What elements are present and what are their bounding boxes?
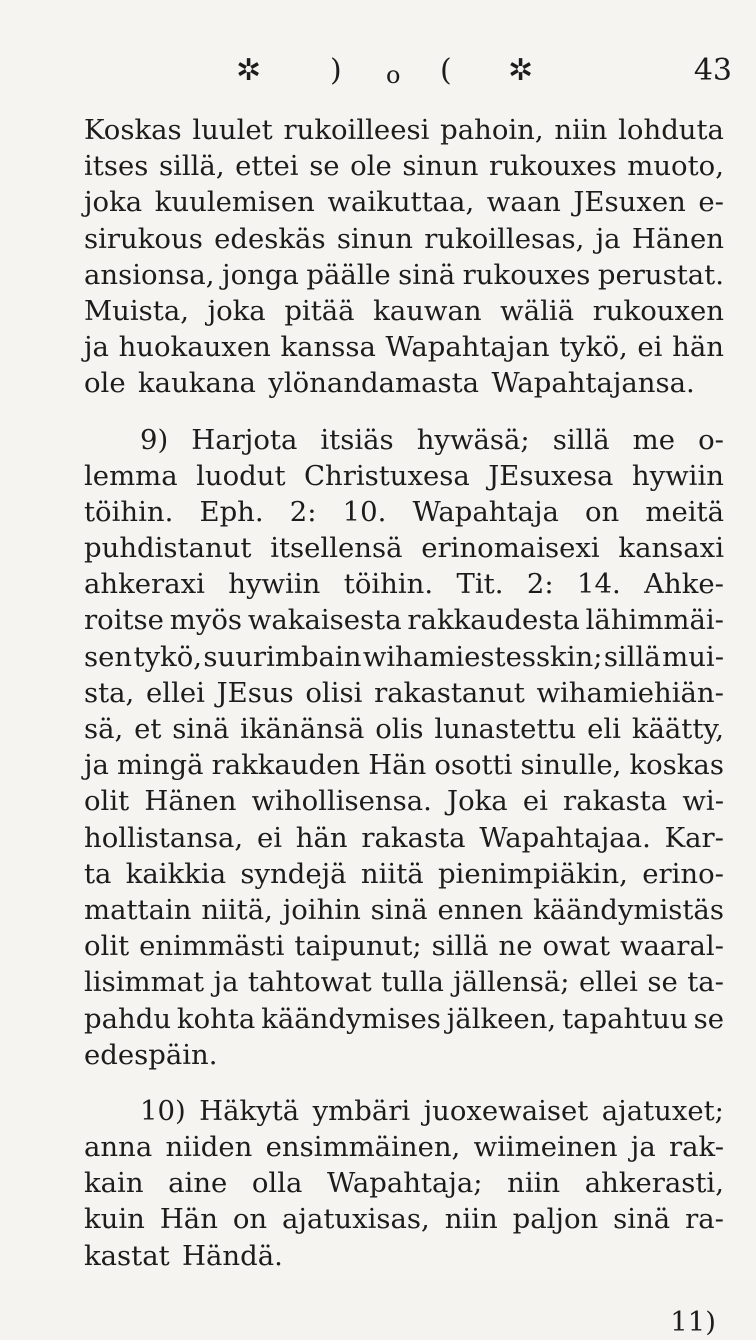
text-line bbox=[84, 1201, 724, 1237]
word: rukouxen bbox=[592, 294, 724, 327]
word: sillä, bbox=[158, 150, 225, 183]
word: waan bbox=[486, 186, 561, 219]
word: suurimbain bbox=[203, 640, 362, 673]
word: sinä bbox=[398, 258, 456, 291]
text-line bbox=[84, 1238, 724, 1274]
word: olisi bbox=[305, 676, 363, 709]
word: enimmästi bbox=[139, 930, 285, 963]
word: wi- bbox=[682, 785, 724, 818]
word: ahkerasti, bbox=[584, 1167, 724, 1200]
text-line bbox=[84, 1129, 724, 1165]
word: Wapahtajan bbox=[385, 331, 550, 364]
word: tykö, bbox=[133, 640, 203, 673]
word: päälle bbox=[306, 258, 391, 291]
page-number: 43 bbox=[693, 53, 732, 88]
word: olit bbox=[84, 930, 130, 963]
word: ja bbox=[595, 222, 621, 255]
text-line bbox=[84, 257, 724, 293]
word: sta, bbox=[84, 676, 135, 709]
text-line bbox=[84, 458, 724, 494]
word: rukouxes bbox=[462, 258, 591, 291]
word: olit bbox=[84, 785, 130, 818]
word: Wapahtajansa. bbox=[491, 367, 695, 400]
header-parenthesis-right: ) bbox=[330, 53, 342, 88]
word: kuin bbox=[84, 1203, 145, 1236]
word: puhdistanut bbox=[84, 532, 252, 565]
word: lemma bbox=[84, 459, 178, 492]
text-line bbox=[84, 711, 724, 747]
word: syndejä bbox=[240, 857, 347, 890]
word: sen bbox=[84, 640, 133, 673]
word: käändymises bbox=[261, 1002, 441, 1035]
word: JEsuxesa bbox=[488, 459, 614, 492]
text-line bbox=[84, 365, 724, 401]
word: eli bbox=[587, 713, 621, 745]
word: paljon bbox=[512, 1203, 599, 1236]
word: Händä. bbox=[182, 1239, 283, 1272]
word: sinun bbox=[336, 222, 413, 255]
word: rukoillesas, bbox=[424, 222, 585, 255]
word: ne bbox=[498, 930, 533, 963]
word: pienimpiäkin, bbox=[437, 857, 628, 890]
word: pahdu bbox=[84, 1002, 172, 1035]
word: Koskas bbox=[84, 114, 182, 146]
word: Wapahtaja bbox=[412, 495, 559, 528]
word: kauwan bbox=[373, 294, 482, 327]
word: me bbox=[632, 423, 676, 456]
word: olis bbox=[375, 713, 424, 745]
text-line bbox=[84, 530, 724, 566]
text-line bbox=[84, 856, 724, 892]
text-line bbox=[84, 964, 724, 1000]
word: sä, bbox=[84, 713, 124, 745]
word: ellei bbox=[579, 966, 638, 999]
word: niitä, bbox=[201, 893, 273, 926]
word: sillä bbox=[552, 423, 610, 456]
star-ornament-icon: ✲ bbox=[236, 53, 262, 88]
word: tahtowat bbox=[247, 966, 372, 999]
word: ta bbox=[84, 857, 112, 890]
word: niin bbox=[554, 114, 608, 146]
word: ra- bbox=[685, 1203, 724, 1236]
word: itses bbox=[84, 150, 149, 183]
word: e- bbox=[698, 186, 724, 219]
word: käätty, bbox=[631, 713, 724, 745]
text-line bbox=[84, 892, 724, 928]
word: sinun bbox=[402, 150, 479, 183]
word: wihollisensa. bbox=[251, 785, 432, 818]
text-line bbox=[84, 747, 724, 783]
word: pitää bbox=[284, 294, 355, 327]
word: mattain bbox=[84, 893, 192, 926]
word: ensimmäinen, bbox=[265, 1131, 461, 1164]
text-line bbox=[84, 293, 724, 329]
word: hywäsä; bbox=[416, 423, 530, 456]
text-line bbox=[84, 1165, 724, 1201]
word: waaral- bbox=[619, 930, 724, 963]
word: ole bbox=[350, 150, 392, 183]
word: erino- bbox=[642, 857, 724, 890]
word: Hänen bbox=[631, 222, 724, 255]
word: lohduta bbox=[618, 114, 724, 146]
text-line bbox=[84, 566, 724, 602]
word: ja bbox=[213, 966, 239, 999]
word: niin bbox=[444, 1203, 498, 1236]
word: tulla bbox=[381, 966, 444, 999]
word: aine bbox=[168, 1167, 228, 1200]
word: sinä bbox=[613, 1203, 671, 1236]
word: anna bbox=[84, 1131, 153, 1164]
word: wakaisesta bbox=[247, 604, 402, 637]
word: ajatuxet; bbox=[601, 1094, 724, 1127]
text-line bbox=[84, 639, 724, 675]
word: ansionsa, bbox=[84, 258, 215, 291]
word: Tit. bbox=[456, 568, 504, 601]
word: Eph. bbox=[199, 495, 264, 528]
word: mingä bbox=[116, 749, 204, 782]
text-line bbox=[84, 494, 724, 530]
word: kastat bbox=[84, 1239, 170, 1272]
word: olla bbox=[251, 1167, 303, 1200]
text-line bbox=[84, 221, 724, 257]
word: rakasta bbox=[563, 785, 668, 818]
word: o- bbox=[698, 423, 724, 456]
word: joka bbox=[207, 294, 266, 327]
word: edespäin. bbox=[84, 1038, 218, 1071]
word: ajatuxisas, bbox=[282, 1203, 430, 1236]
word: ta- bbox=[687, 966, 724, 999]
text-line bbox=[84, 602, 724, 638]
word: hän bbox=[295, 821, 348, 854]
word: lähimmäi- bbox=[585, 604, 724, 637]
text-line bbox=[84, 329, 724, 365]
word: 10) bbox=[140, 1094, 186, 1127]
word: tapahtuu bbox=[562, 1002, 688, 1035]
word: wihamiehiän- bbox=[536, 676, 724, 709]
word: sirukous bbox=[84, 222, 203, 255]
word: Hänen bbox=[144, 785, 237, 818]
word: luulet bbox=[192, 114, 273, 146]
word: niitä bbox=[360, 857, 424, 890]
word: tykö, bbox=[559, 331, 628, 364]
word: Wapahtaja; bbox=[326, 1167, 483, 1200]
word: roitse bbox=[84, 604, 164, 637]
word: kuulemisen bbox=[154, 186, 315, 219]
word: muoto, bbox=[627, 150, 724, 183]
word: lisimmat bbox=[84, 966, 205, 999]
text-line bbox=[84, 675, 724, 711]
word: Joka bbox=[447, 785, 508, 818]
word: 2: bbox=[526, 568, 554, 601]
word: huokauxen bbox=[118, 331, 271, 364]
word: Kar- bbox=[664, 821, 724, 854]
word: wäliä bbox=[500, 294, 575, 327]
word: JEsuxen bbox=[573, 186, 686, 219]
text-line bbox=[84, 112, 724, 148]
word: waikuttaa, bbox=[327, 186, 475, 219]
word: hywiin bbox=[631, 459, 724, 492]
word: ahkeraxi bbox=[84, 568, 205, 601]
word: jälkeen, bbox=[446, 1002, 557, 1035]
star-ornament-icon: ✲ bbox=[508, 53, 534, 88]
page-header bbox=[0, 48, 756, 98]
word: hollistansa, bbox=[84, 821, 244, 854]
text-line bbox=[84, 1093, 724, 1129]
word: on bbox=[232, 1203, 268, 1236]
word: sinä bbox=[370, 893, 428, 926]
word: rakastanut bbox=[374, 676, 525, 709]
word: Häkytä bbox=[199, 1094, 300, 1127]
word: ei bbox=[256, 821, 283, 854]
word: Harjota bbox=[191, 423, 298, 456]
text-line bbox=[84, 184, 724, 220]
word: Hän bbox=[159, 1203, 218, 1236]
word: joka bbox=[84, 186, 143, 219]
word: se bbox=[647, 966, 678, 999]
word: se bbox=[309, 150, 340, 183]
word: jällensä; bbox=[453, 966, 570, 999]
word: kaikkia bbox=[125, 857, 227, 890]
word: et bbox=[134, 713, 162, 745]
text-line bbox=[84, 422, 724, 458]
word: ikänänsä bbox=[240, 713, 365, 745]
word: töihin. bbox=[343, 568, 434, 601]
word: Christuxesa bbox=[303, 459, 470, 492]
word: niin bbox=[507, 1167, 561, 1200]
word: itsiäs bbox=[320, 423, 394, 456]
word: ja bbox=[84, 331, 109, 364]
word: Ahke- bbox=[644, 568, 724, 601]
word: Hän bbox=[368, 749, 427, 782]
word: ylönandamasta bbox=[268, 367, 480, 400]
word: myös bbox=[169, 604, 243, 637]
word: luodut bbox=[196, 459, 286, 492]
word: ei bbox=[637, 331, 663, 364]
word: on bbox=[585, 495, 620, 528]
text-line bbox=[84, 820, 724, 856]
word: ja bbox=[630, 1131, 656, 1164]
word: rakkaudesta bbox=[407, 604, 580, 637]
word: erinomaisexi bbox=[421, 532, 600, 565]
word: niiden bbox=[165, 1131, 253, 1164]
word: perustat. bbox=[597, 258, 724, 291]
word: meitä bbox=[645, 495, 724, 528]
word: hän bbox=[672, 331, 724, 364]
header-parenthesis-left: ( bbox=[440, 53, 452, 88]
word: 9) bbox=[140, 423, 169, 456]
word: sillä bbox=[603, 640, 661, 673]
word: ellei bbox=[146, 676, 205, 709]
text-line bbox=[84, 1037, 724, 1073]
word: mui- bbox=[662, 640, 724, 673]
word: ja bbox=[84, 749, 109, 782]
word: rakkauden bbox=[211, 749, 361, 782]
word: 14. bbox=[577, 568, 621, 601]
word: wiimeinen bbox=[473, 1131, 618, 1164]
word: koskas bbox=[629, 749, 724, 782]
footer-row bbox=[84, 1304, 724, 1340]
word: ymbäri bbox=[312, 1094, 411, 1127]
word: ettei bbox=[235, 150, 299, 183]
word: se bbox=[693, 1002, 724, 1035]
word: juoxewaiset bbox=[423, 1094, 589, 1127]
word: sillä bbox=[431, 930, 489, 963]
word: JEsus bbox=[216, 676, 294, 709]
word: lunastettu bbox=[434, 713, 577, 745]
word: rak- bbox=[668, 1131, 724, 1164]
word: joihin bbox=[282, 893, 361, 926]
word: kohta bbox=[176, 1002, 256, 1035]
word: owat bbox=[542, 930, 611, 963]
text-line bbox=[84, 1001, 724, 1037]
word: Wapahtajaa. bbox=[479, 821, 651, 854]
word: pahoin, bbox=[440, 114, 544, 146]
word: käändymistäs bbox=[533, 893, 724, 926]
word: osotti bbox=[434, 749, 513, 782]
word: ennen bbox=[437, 893, 524, 926]
word: 10. bbox=[342, 495, 387, 528]
text-line bbox=[84, 783, 724, 819]
word: kaukana bbox=[138, 367, 256, 400]
header-circle-ornament: o bbox=[386, 61, 401, 89]
word: hywiin bbox=[228, 568, 321, 601]
word: edeskäs bbox=[214, 222, 326, 255]
word: sinulle, bbox=[520, 749, 622, 782]
text-line bbox=[84, 928, 724, 964]
word: kansaxi bbox=[618, 532, 724, 565]
word: itsellensä bbox=[270, 532, 403, 565]
word: Muista, bbox=[84, 294, 189, 327]
word: rukoilleesi bbox=[283, 114, 430, 146]
word: ei bbox=[522, 785, 548, 818]
catchword: 11) bbox=[670, 1305, 716, 1338]
word: jonga bbox=[222, 258, 299, 291]
word: kanssa bbox=[280, 331, 376, 364]
word: rukouxes bbox=[489, 150, 617, 183]
word: taipunut; bbox=[294, 930, 422, 963]
text-line bbox=[84, 148, 724, 184]
word: 2: bbox=[289, 495, 317, 528]
word: töihin. bbox=[84, 495, 174, 528]
word: wihamiestesskin; bbox=[362, 640, 603, 673]
body-text bbox=[84, 112, 724, 1340]
word: sinä bbox=[172, 713, 230, 745]
word: rakasta bbox=[361, 821, 466, 854]
word: ole bbox=[84, 367, 126, 400]
word: kain bbox=[84, 1167, 144, 1200]
